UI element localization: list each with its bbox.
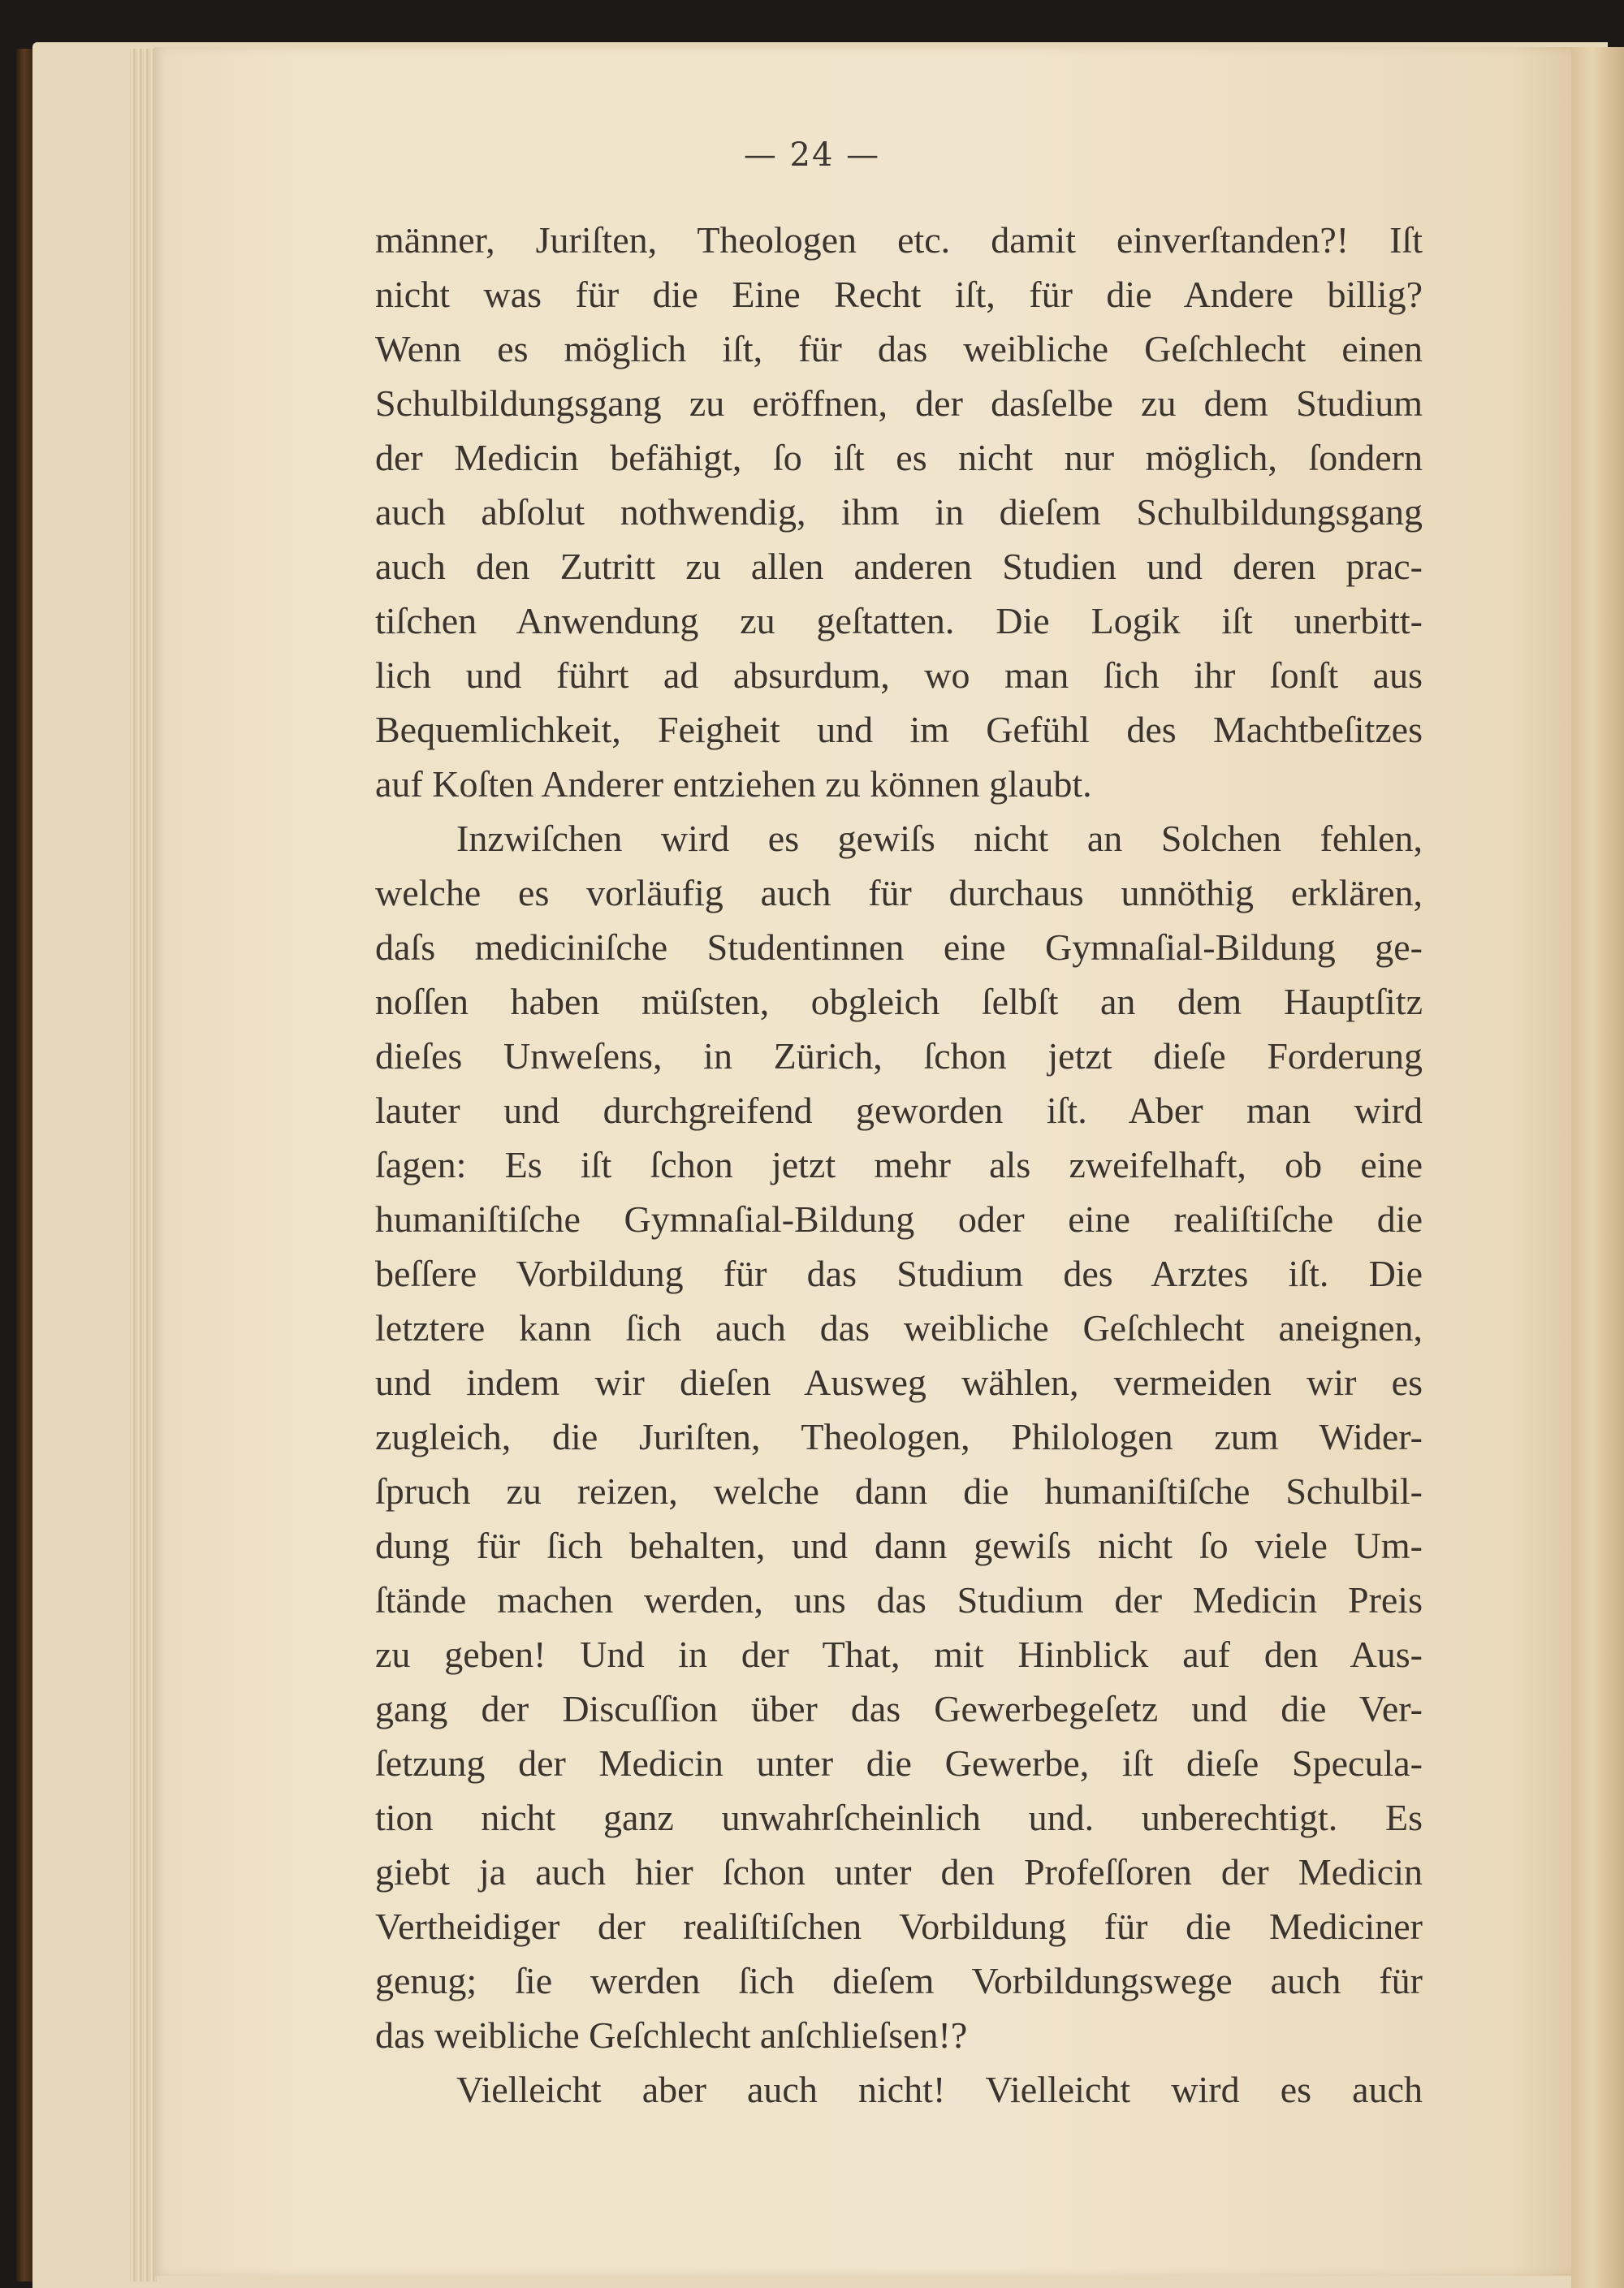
text-line: lauter und durchgreifend geworden iſt. Aber man wird xyxy=(375,1090,1423,1131)
body-text xyxy=(375,213,1423,2117)
text-line: dieſes Unweſens, in Zürich, ſchon jetzt dieſe Forderung xyxy=(375,1035,1423,1077)
text-line: welche es vorläufig auch für durchaus unnöthig erklären, xyxy=(375,872,1423,913)
text-line: ſtände machen werden, uns das Studium der Medicin Preis xyxy=(375,1579,1423,1621)
text-line: auch den Zutritt zu allen anderen Studien und deren prac- xyxy=(375,546,1423,587)
text-line: auf Koſten Anderer entziehen zu können glaubt. xyxy=(375,763,1092,805)
text-line: giebt ja auch hier ſchon unter den Profeſſoren der Medicin xyxy=(375,1851,1423,1893)
text-line: lich und führt ad absurdum, wo man ſich ihr ſonſt aus xyxy=(375,654,1423,696)
text-line: noſſen haben müſsten, obgleich ſelbſt an dem Hauptſitz xyxy=(375,981,1423,1022)
text-line: ſpruch zu reizen, welche dann die humaniſtiſche Schulbil- xyxy=(375,1470,1423,1512)
text-line: humaniſtiſche Gymnaſial-Bildung oder eine realiſtiſche die xyxy=(375,1198,1423,1240)
text-line: tiſchen Anwendung zu geſtatten. Die Logik iſt unerbitt- xyxy=(375,600,1423,641)
text-line: tion nicht ganz unwahrſcheinlich und. unberechtigt. Es xyxy=(375,1797,1423,1838)
text-line: dung für ſich behalten, und dann gewiſs nicht ſo viele Um- xyxy=(375,1525,1423,1566)
text-line: ſagen: Es iſt ſchon jetzt mehr als zweifelhaft, ob eine xyxy=(375,1144,1423,1185)
right-page-edge xyxy=(1571,47,1624,2288)
text-line: der Medicin befähigt, ſo iſt es nicht nur möglich, ſondern xyxy=(375,437,1423,478)
text-line: zu geben! Und in der That, mit Hinblick auf den Aus- xyxy=(375,1634,1423,1675)
text-line: das weibliche Geſchlecht anſchlieſsen!? xyxy=(375,2014,968,2056)
text-line: Vielleicht aber auch nicht! Vielleicht wird es auch xyxy=(456,2069,1423,2110)
text-line: männer, Juriſten, Theologen etc. damit einverſtanden?! Iſt xyxy=(375,219,1423,261)
page-number: — 24 — xyxy=(743,136,881,174)
text-line: genug; ſie werden ſich dieſem Vorbildungswege auch für xyxy=(375,1960,1423,2001)
text-line: Inzwiſchen wird es gewiſs nicht an Solchen fehlen, xyxy=(456,818,1423,859)
text-line: gang der Discuſſion über das Gewerbegeſetz und die Ver- xyxy=(375,1688,1423,1729)
text-line: nicht was für die Eine Recht iſt, für die Andere billig? xyxy=(375,274,1423,315)
text-line: letztere kann ſich auch das weibliche Geſchlecht aneignen, xyxy=(375,1307,1423,1349)
text-line: Bequemlichkeit, Feigheit und im Gefühl des Machtbeſitzes xyxy=(375,709,1423,750)
text-line: auch abſolut nothwendig, ihm in dieſem Schulbildungsgang xyxy=(375,491,1423,533)
text-line: Schulbildungsgang zu eröffnen, der dasſelbe zu dem Studium xyxy=(375,382,1423,424)
text-line: ſetzung der Medicin unter die Gewerbe, iſt dieſe Specula- xyxy=(375,1742,1423,1784)
text-line: beſſere Vorbildung für das Studium des Arztes iſt. Die xyxy=(375,1253,1423,1294)
text-line: Wenn es möglich iſt, für das weibliche Geſchlecht einen xyxy=(375,328,1423,369)
text-line: daſs mediciniſche Studentinnen eine Gymnaſial-Bildung ge- xyxy=(375,926,1423,968)
text-line: und indem wir dieſen Ausweg wählen, vermeiden wir es xyxy=(375,1362,1423,1403)
text-line: zugleich, die Juriſten, Theologen, Philologen zum Wider- xyxy=(375,1416,1423,1457)
text-line: Vertheidiger der realiſtiſchen Vorbildung für die Mediciner xyxy=(375,1906,1423,1947)
